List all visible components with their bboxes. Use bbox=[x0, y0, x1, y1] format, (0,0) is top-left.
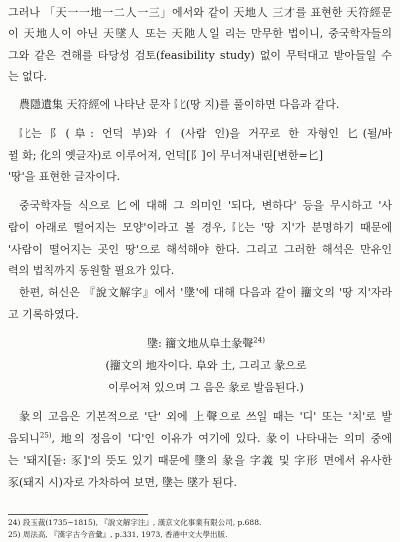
body-line bbox=[19, 96, 392, 113]
body-line: 는 '돼지[돝: 豕]'의 뜻도 있기 때문에 墬의 彖을 字義 및 字形 면에서 유사한 bbox=[8, 454, 392, 467]
body-line: 彖의 고음은 기본적으로 '단' 외에 上聲으로 쓰일 때는 '디' 또는 '치'로 발 bbox=[19, 410, 392, 423]
body-line bbox=[19, 125, 392, 142]
body-line bbox=[8, 430, 392, 447]
body-line: '사람이 떨어지는 곳인 땅'으로 해석해야 한다. 그리고 그러한 해석은 만유인 bbox=[8, 243, 392, 256]
text-segment: (땅 지)를 풀이하면 다음과 같다. bbox=[185, 98, 340, 111]
footnote-separator bbox=[8, 514, 148, 515]
body-line: 력의 법칙까지 동원할 필요가 있다. bbox=[8, 264, 175, 277]
glyph-component-left: 阝 bbox=[19, 127, 26, 140]
footnote-ref-24: 24) bbox=[253, 336, 265, 345]
quotation-translation-line: 이루어져 있으며 그 음은 彖로 발음된다.) bbox=[108, 381, 304, 394]
body-line: 고 기록하였다. bbox=[8, 308, 79, 321]
footnote-ref-25: 25) bbox=[39, 431, 52, 440]
text-segment: , 地의 정음이 '디'인 이유가 여기에 있다. 彖이 나타내는 의미 중에 bbox=[51, 432, 392, 445]
quotation-original bbox=[20, 335, 392, 352]
glyph-component-right: 匕 bbox=[25, 127, 32, 140]
body-line: 한편, 허신은 『說文解字』에서 '墬'에 대해 다음과 같이 籒文의 '땅 지'자라 bbox=[19, 286, 392, 299]
body-line: 이 天地人이 아닌 天墜人 또는 天阤人일 리는 만무한 법이니, 중국학자들의 bbox=[8, 27, 392, 40]
body-line bbox=[8, 219, 392, 236]
text-segment: 는 '땅 지'가 분명하기 때문에 bbox=[244, 221, 392, 234]
glyph-component-right: 匕 bbox=[238, 221, 245, 234]
body-line: 뀔 화; 化의 옛글자)로 이루어져, 언덕[阝]이 무너져내린[변한=匕] bbox=[8, 149, 324, 162]
body-line: '땅'을 표현한 글자이다. bbox=[8, 170, 121, 183]
earth-character-glyph bbox=[232, 219, 244, 236]
text-segment: 음되니 bbox=[8, 432, 40, 445]
quotation-translation-line: (籒文의 地자이다. 阜와 土, 그리고 彖으로 bbox=[105, 359, 307, 372]
text-segment: 람이 아래로 떨어지는 모양'이라고 볼 경우, bbox=[8, 221, 233, 234]
body-line: 그와 같은 견해를 타당성 검토(feasibility study) 없이 무턱대고 받아들일 수 bbox=[8, 49, 392, 62]
glyph-component-left: 阝 bbox=[232, 221, 239, 234]
body-line: 중국학자들 식으로 匕에 대해 그 의미인 '되다, 변하다' 등을 무시하고 '사 bbox=[19, 199, 392, 212]
earth-character-glyph bbox=[19, 125, 31, 142]
text-segment: 는 阝(阜: 언덕 부)와 亻(사람 인)을 거꾸로 한 자형인 匕(될/바 bbox=[31, 127, 392, 140]
quotation-text: 墬: 籒文地从阜土彖聲 bbox=[147, 337, 254, 350]
footnote-25: 25) 周法高, 『漢字古今音彙』, p.331, 1973, 香港中文大學出版. bbox=[8, 530, 228, 539]
glyph-component-left: 阝 bbox=[173, 98, 180, 111]
body-line: 그러나 「天一一地一二人一三」에서와 같이 天地人 三才를 표현한 天符經문 bbox=[8, 6, 392, 19]
text-segment: 農隱遺集 天符經에 나타난 문자 bbox=[19, 98, 174, 111]
glyph-component-right: 匕 bbox=[179, 98, 186, 111]
footnote-24: 24) 段玉裁(1735~1815), 『說文解字注』, 漢京文化事業有限公司, p.688. bbox=[8, 518, 262, 527]
body-line: 는 없다. bbox=[8, 70, 47, 83]
body-line: 豕(돼지 시)자로 가차하여 보면, 墬는 墜가 된다. bbox=[8, 476, 237, 489]
earth-character-glyph bbox=[174, 96, 186, 113]
